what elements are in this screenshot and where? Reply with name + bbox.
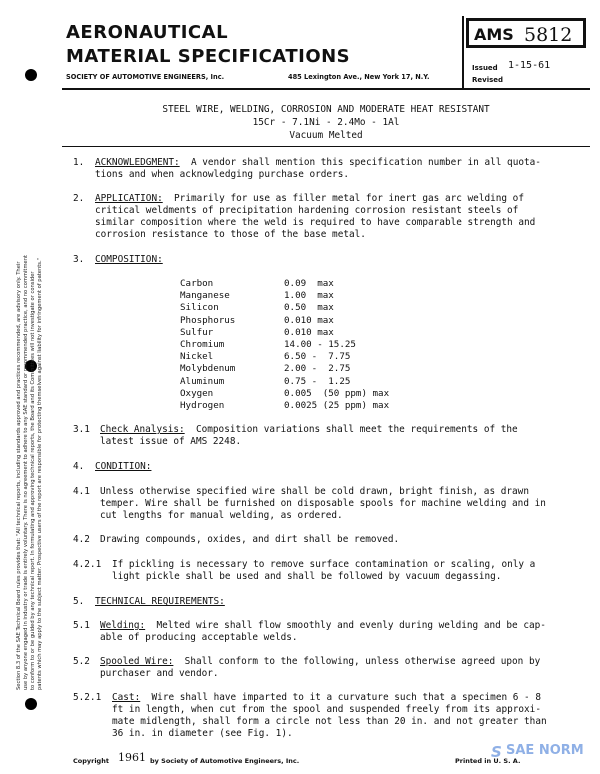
section-5-2-1-line3: mate midlength, shall form a circle not less than 20 in. and not greater than <box>112 716 547 727</box>
composition-element: Nickel <box>180 351 214 363</box>
section-2-line3: similar composition where the weld is required to have comparable strength and <box>95 217 536 228</box>
composition-value: 1.00 max <box>284 290 334 302</box>
composition-value: 0.09 max <box>284 278 334 289</box>
composition-value: 0.0025 (25 ppm) max <box>284 400 390 411</box>
watermark-text: SAE NORM <box>506 743 584 758</box>
section-5-2-line1: Spooled Wire: Shall conform to the following, unless otherwise agreed upon by <box>100 656 541 667</box>
section-5-1-line2: able of producing acceptable welds. <box>100 632 298 643</box>
composition-element: Silicon <box>180 302 219 314</box>
section-4-1-number: 4.1 <box>73 486 90 497</box>
composition-element: Aluminum <box>180 375 225 387</box>
header-title-line1: AERONAUTICAL <box>66 22 229 43</box>
composition-element: Chromium <box>180 339 225 350</box>
section-2-line2: critical weldments of precipitation hardening corrosion resistant steels of <box>95 205 519 216</box>
side-disclaimer-line1: Section 8.3 of the SAE Technical Board rules provides that: "All technical reports, including standards approved and practices recommended, are advisory only. Their <box>16 261 22 690</box>
section-4-number: 4. <box>73 461 85 472</box>
title-rule <box>62 146 590 147</box>
side-disclaimer-line2: use by anyone engaged in industry or trade is entirely voluntary. There is no agreement to adhere to any SAE standard or recommended practice, and no commitment <box>23 254 29 690</box>
footer-copyright-label: Copyright <box>73 757 109 765</box>
composition-value: 0.50 max <box>284 302 334 314</box>
composition-value: 0.010 max <box>284 326 334 338</box>
composition-element: Hydrogen <box>180 400 225 411</box>
section-5-number: 5. <box>73 596 85 607</box>
svg-text:S: S <box>491 743 502 760</box>
side-disclaimer-line3: to conform to or be guided by any technical report. In formulating and approving technical reports, the Board and its Committees will not investigate or consider <box>30 271 36 690</box>
section-4-2-line1: Drawing compounds, oxides, and dirt shall be removed. <box>100 534 400 545</box>
section-2-line1: APPLICATION: Primarily for use as filler metal for inert gas arc welding of <box>95 193 524 204</box>
section-3-1-line2: latest issue of AMS 2248. <box>100 436 242 447</box>
society-address: 485 Lexington Ave., New York 17, N.Y. <box>288 73 430 81</box>
section-3-1-heading: Check Analysis: <box>100 424 185 435</box>
sae-norm-watermark <box>490 742 594 760</box>
composition-value: 0.75 - 1.25 <box>284 375 351 387</box>
section-2-heading: APPLICATION: <box>95 193 163 204</box>
section-1-line1: ACKNOWLEDGMENT: A vendor shall mention this specification number in all quota- <box>95 157 541 168</box>
section-4-2-1-number: 4.2.1 <box>73 559 102 570</box>
section-4-1-line2: temper. Wire shall be furnished on disposable spools for machine welding and in <box>100 498 546 509</box>
section-1-number: 1. <box>73 157 85 168</box>
section-5-2-number: 5.2 <box>73 656 90 667</box>
composition-element: Sulfur <box>180 326 214 338</box>
composition-element: Carbon <box>180 278 214 289</box>
ams-number-box <box>466 18 586 48</box>
header-title-line2: MATERIAL SPECIFICATIONS <box>66 46 351 67</box>
section-5-2-line2: purchaser and vendor. <box>100 668 219 679</box>
composition-value: 6.50 - 7.75 <box>284 351 351 363</box>
section-4-1-line3: cut lengths for manual welding, as ordered. <box>100 510 343 521</box>
section-1-line2: tions and when acknowledging purchase orders. <box>95 169 349 180</box>
section-2-number: 2. <box>73 193 85 204</box>
section-5-2-1-heading: Cast: <box>112 692 141 703</box>
section-5-2-1-number: 5.2.1 <box>73 692 102 703</box>
section-3-1-line1: Check Analysis: Composition variations shall meet the requirements of the <box>100 424 518 435</box>
section-5-2-1-line1: Cast: Wire shall have imparted to it a curvature such that a specimen 6 - 8 <box>112 692 541 703</box>
composition-element: Oxygen <box>180 387 214 399</box>
composition-value: 0.010 max <box>284 314 334 326</box>
composition-element: Phosphorus <box>180 314 236 326</box>
section-3-heading: COMPOSITION: <box>95 254 163 265</box>
ams-number: 5812 <box>524 24 573 46</box>
section-5-1-line1: Welding: Melted wire shall flow smoothly and evenly during welding and be cap- <box>100 620 546 631</box>
revised-label: Revised <box>472 76 504 84</box>
spec-title-line2: 15Cr - 7.1Ni - 2.4Mo - 1Al <box>252 117 400 128</box>
section-5-heading: TECHNICAL REQUIREMENTS: <box>95 596 225 607</box>
section-4-1-line1: Unless otherwise specified wire shall be cold drawn, bright finish, as drawn <box>100 486 529 497</box>
composition-element: Manganese <box>180 290 230 302</box>
binder-hole-bottom <box>25 698 37 710</box>
section-4-heading: CONDITION: <box>95 461 152 472</box>
section-5-1-heading: Welding: <box>100 620 146 631</box>
society-name: SOCIETY OF AUTOMOTIVE ENGINEERS, Inc. <box>66 73 225 81</box>
side-disclaimer <box>16 255 44 690</box>
header-rule <box>62 88 590 90</box>
binder-hole-top <box>25 69 37 81</box>
issued-label: Issued <box>472 64 498 72</box>
spec-title-line1: STEEL WIRE, WELDING, CORROSION AND MODERATE HEAT RESISTANT <box>162 104 490 115</box>
section-4-2-number: 4.2 <box>73 534 90 545</box>
section-3-1-number: 3.1 <box>73 424 90 435</box>
ams-label: AMS <box>474 25 514 44</box>
issued-date: 1-15-61 <box>508 60 551 71</box>
composition-value: 0.005 (50 ppm) max <box>284 387 390 399</box>
composition-value: 2.00 - 2.75 <box>284 363 351 375</box>
side-disclaimer-line4: patents which may apply to the subject matter. Prospective users of the report are responsible for protecting themselves against liability for infringement of patents." <box>37 257 43 690</box>
section-4-2-1-line1: If pickling is necessary to remove surface contamination or scaling, only a <box>112 559 536 570</box>
composition-value: 14.00 - 15.25 <box>284 339 356 350</box>
footer-printed: Printed in U. S. A. <box>455 757 521 765</box>
section-2-line4: corrosion resistance to those of the base metal. <box>95 229 366 240</box>
section-3-number: 3. <box>73 254 85 265</box>
footer-society: by Society of Automotive Engineers, Inc. <box>150 757 300 765</box>
section-1-heading: ACKNOWLEDGMENT: <box>95 157 180 168</box>
section-5-2-1-line4: 36 in. in diameter (see Fig. 1). <box>112 728 293 739</box>
section-4-2-1-line2: light pickle shall be used and shall be followed by vacuum degassing. <box>112 571 502 582</box>
section-5-2-heading: Spooled Wire: <box>100 656 174 667</box>
section-5-2-1-line2: ft in length, when cut from the spool and suspended freely from its approxi- <box>112 704 541 715</box>
composition-element: Molybdenum <box>180 363 236 375</box>
section-5-1-number: 5.1 <box>73 620 90 631</box>
footer-year: 1961 <box>118 751 146 764</box>
spec-title-line3: Vacuum Melted <box>289 130 363 141</box>
